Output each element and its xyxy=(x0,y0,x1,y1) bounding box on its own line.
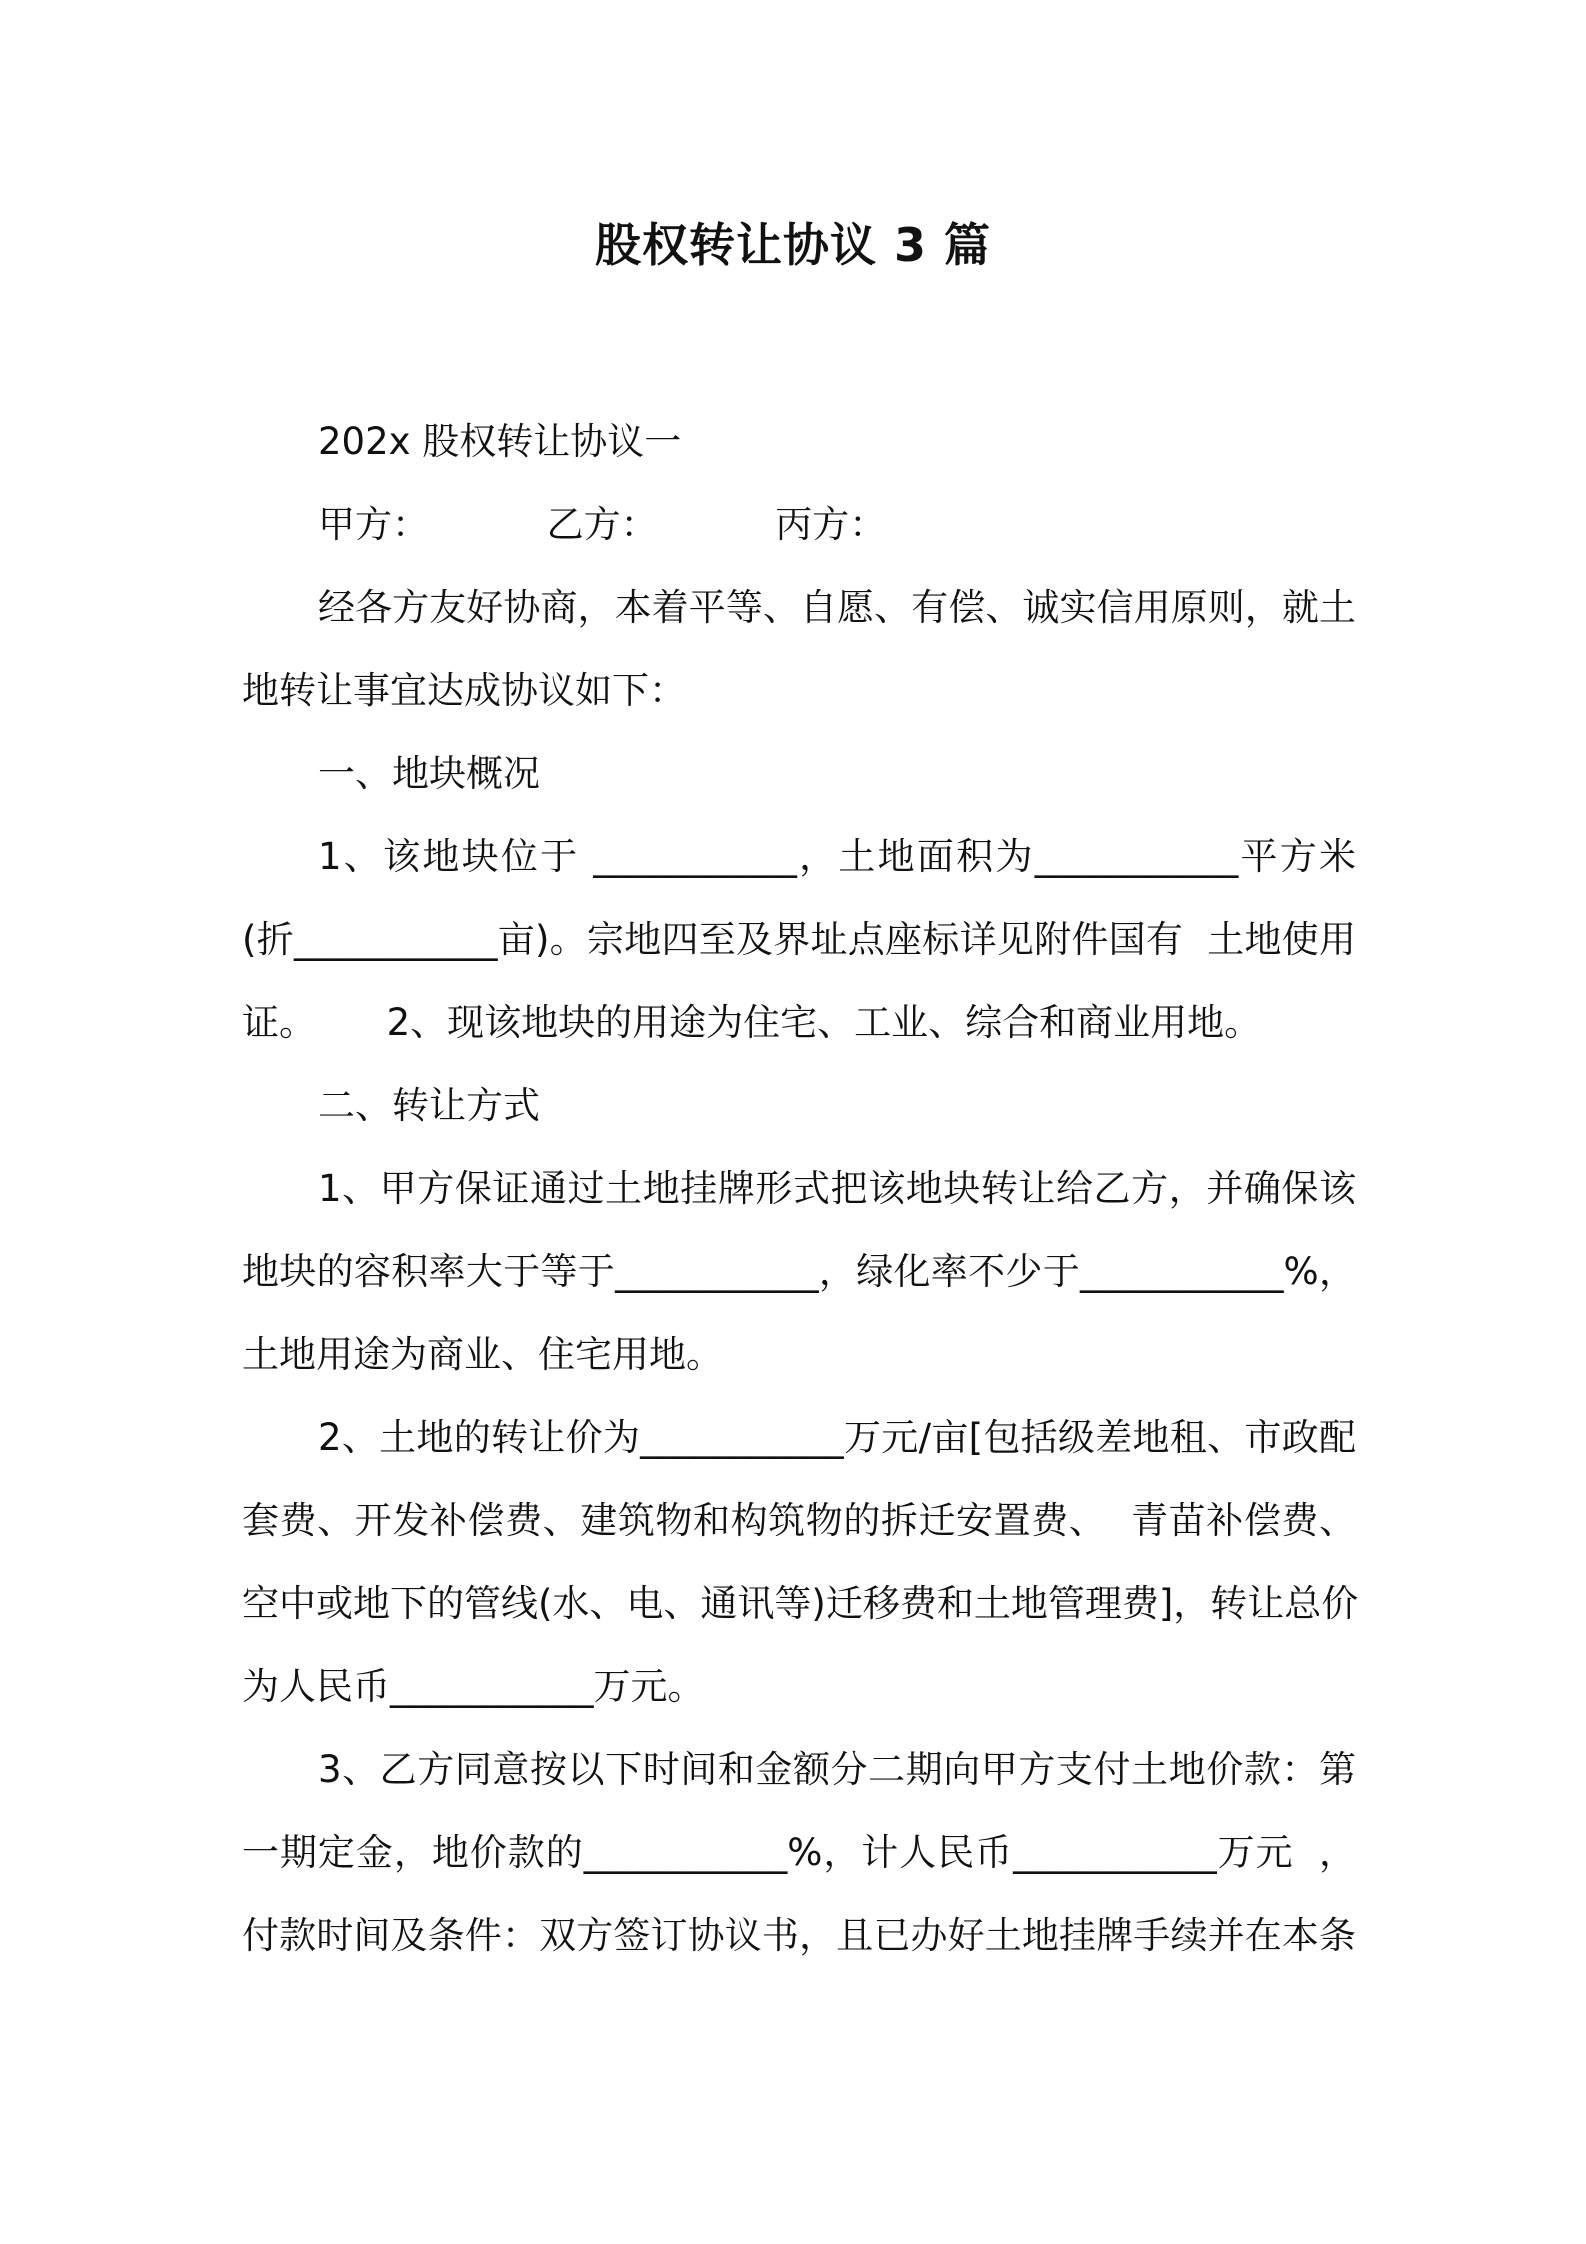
paragraph-line: 地转让事宜达成协议如下： xyxy=(242,669,686,712)
section-heading: 二、转让方式 xyxy=(318,1084,540,1127)
paragraph-line: 经各方友好协商，本着平等、自愿、有偿、诚实信用原则，就土 xyxy=(318,586,1356,629)
paragraph-line: 证。 2、现该地块的用途为住宅、工业、综合和商业用地。 xyxy=(242,1001,1262,1044)
paragraph-line: (折___________亩)。宗地四至及界址点座标详见附件国有 土地使用 xyxy=(242,918,1356,961)
document-title: 股权转让协议 3 篇 xyxy=(594,218,992,272)
paragraph-line: 3、乙方同意按以下时间和金额分二期向甲方支付土地价款：第 xyxy=(318,1748,1356,1791)
paragraph-line: 地块的容积率大于等于___________，绿化率不少于___________%， xyxy=(242,1250,1356,1293)
paragraph-line: 为人民币___________万元。 xyxy=(242,1665,705,1708)
parties-line: 甲方： 乙方： 丙方： xyxy=(318,503,887,546)
agreement-heading: 202x 股权转让协议一 xyxy=(318,420,682,463)
paragraph-line: 2、土地的转让价为___________万元/亩[包括级差地租、市政配 xyxy=(318,1416,1356,1459)
section-heading: 一、地块概况 xyxy=(318,752,540,795)
paragraph-line: 1、甲方保证通过土地挂牌形式把该地块转让给乙方，并确保该 xyxy=(318,1167,1356,1210)
paragraph-line: 1、该地块位于 ___________，土地面积为___________平方米 xyxy=(318,835,1356,878)
paragraph-line: 空中或地下的管线(水、电、通讯等)迁移费和土地管理费]，转让总价 xyxy=(242,1582,1359,1625)
paragraph-line: 土地用途为商业、住宅用地。 xyxy=(242,1333,723,1376)
paragraph-line: 一期定金，地价款的___________%，计人民币___________万元 ， xyxy=(242,1831,1356,1874)
paragraph-line: 付款时间及条件：双方签订协议书，且已办好土地挂牌手续并在本条 xyxy=(242,1914,1356,1957)
paragraph-line: 套费、开发补偿费、建筑物和构筑物的拆迁安置费、 青苗补偿费、 xyxy=(242,1499,1356,1542)
